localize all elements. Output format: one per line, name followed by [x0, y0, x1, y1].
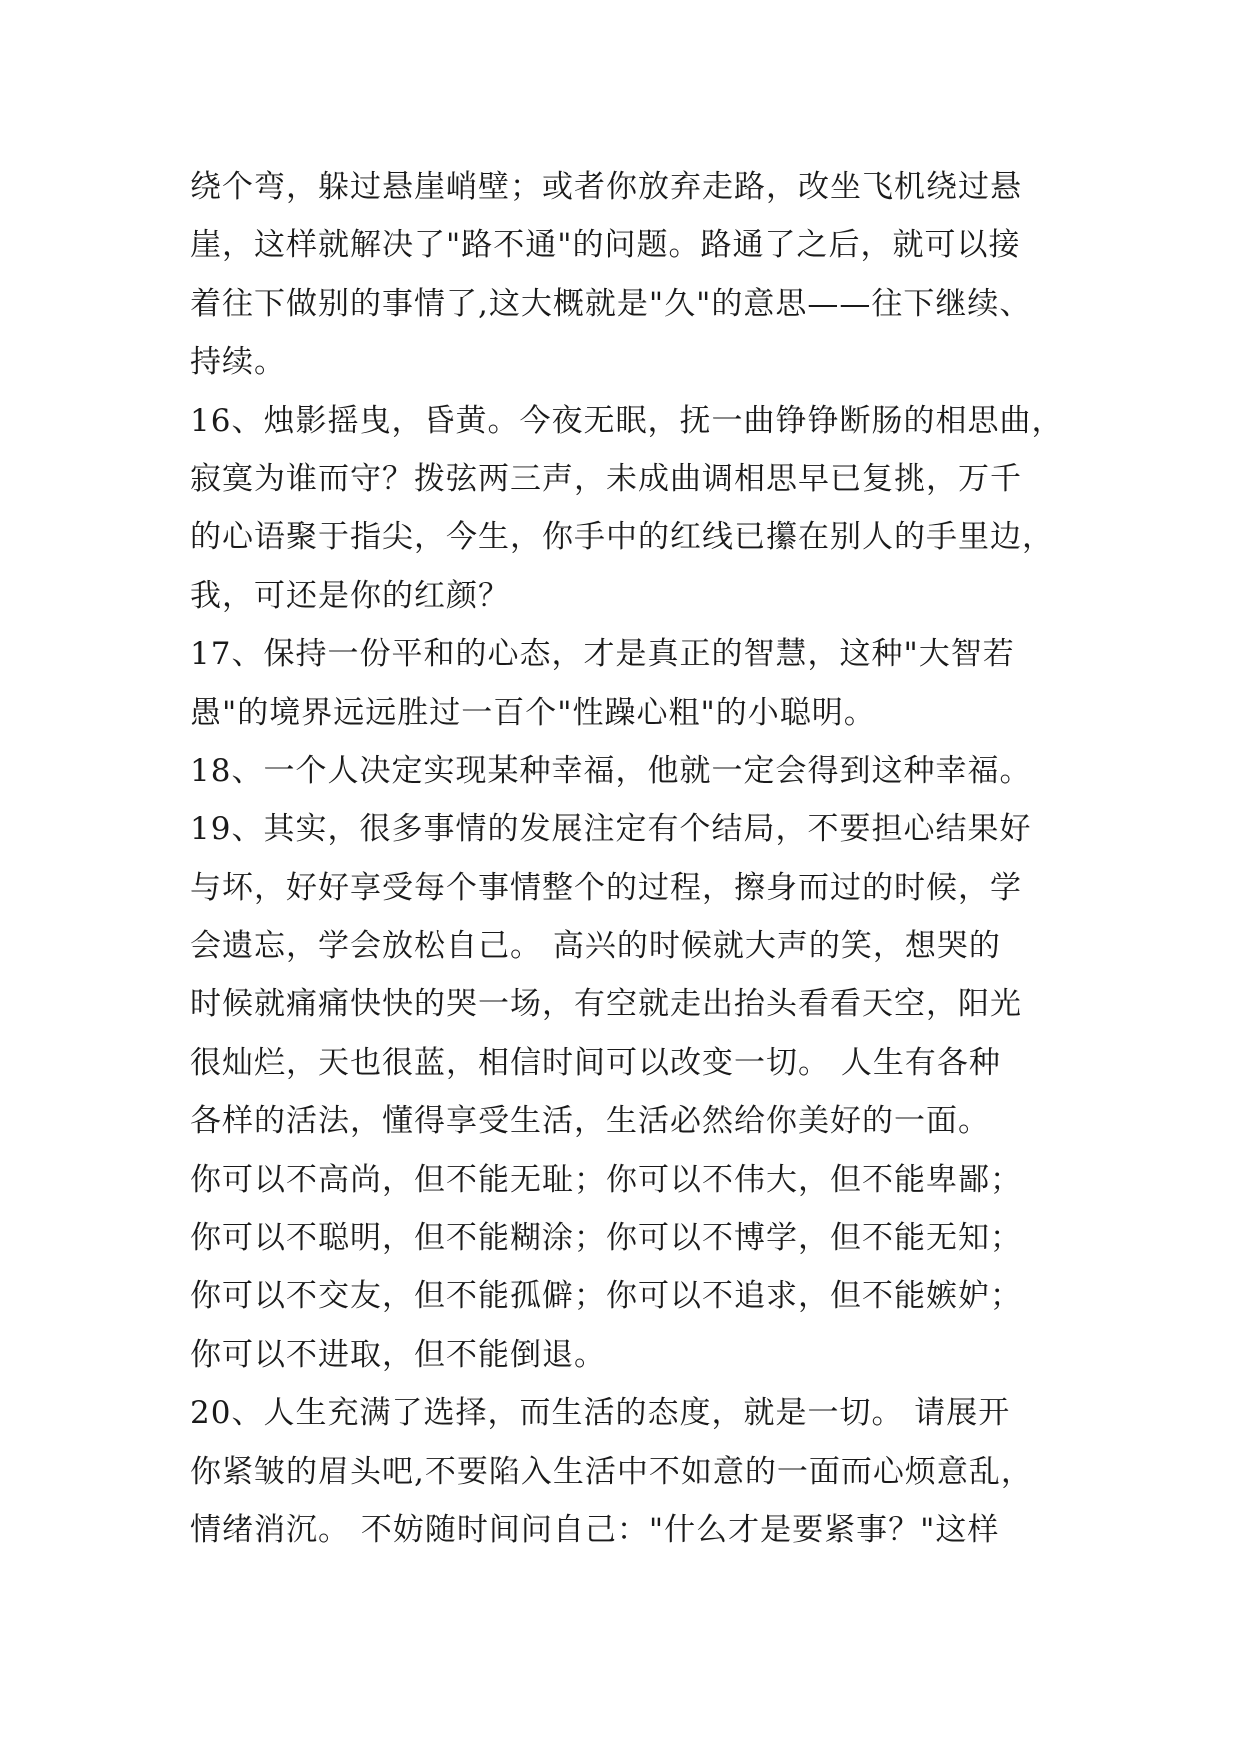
text-line: 我，可还是你的红颜？ — [190, 577, 510, 614]
text-line: 情绪消沉。 不妨随时间问自己："什么才是要紧事？"这样 — [190, 1511, 1000, 1548]
text-line: 与坏，好好享受每个事情整个的过程，擦身而过的时候，学 — [190, 869, 1022, 906]
text-line: 19、其实，很多事情的发展注定有个结局，不要担心结果好 — [190, 811, 1032, 848]
text-line: 很灿烂，天也很蓝，相信时间可以改变一切。 人生有各种 — [190, 1044, 1001, 1081]
text-line: 着往下做别的事情了,这大概就是"久"的意思——往下继续、 — [190, 285, 1032, 322]
text-line: 20、人生充满了选择，而生活的态度，就是一切。 请展开 — [190, 1395, 1011, 1432]
text-line: 时候就痛痛快快的哭一场，有空就走出抬头看看天空，阳光 — [190, 986, 1022, 1023]
text-line: 会遗忘，学会放松自己。 高兴的时候就大声的笑，想哭的 — [190, 928, 1001, 965]
text-line: 你可以不进取，但不能倒退。 — [190, 1336, 606, 1373]
body-text — [190, 158, 1070, 1559]
text-line: 你可以不交友，但不能孤僻；你可以不追求，但不能嫉妒； — [190, 1278, 1022, 1315]
text-line: 寂寞为谁而守？拨弦两三声，未成曲调相思早已复挑，万千 — [190, 460, 1022, 497]
text-line: 16、烛影摇曳，昏黄。今夜无眠，抚一曲铮铮断肠的相思曲， — [190, 402, 1064, 439]
text-line: 你可以不高尚，但不能无耻；你可以不伟大，但不能卑鄙； — [190, 1161, 1022, 1198]
text-line: 的心语聚于指尖，今生，你手中的红线已攥在别人的手里边， — [190, 519, 1054, 556]
text-line: 愚"的境界远远胜过一百个"性躁心粗"的小聪明。 — [190, 694, 876, 731]
text-line: 绕个弯，躲过悬崖峭壁；或者你放弃走路，改坐飞机绕过悬 — [190, 169, 1022, 205]
text-line: 18、一个人决定实现某种幸福，他就一定会得到这种幸福。 — [190, 752, 1032, 789]
text-line: 各样的活法，懂得享受生活，生活必然给你美好的一面。 — [190, 1103, 990, 1140]
text-line: 崖，这样就解决了"路不通"的问题。路通了之后，就可以接 — [190, 227, 1021, 264]
text-line: 你可以不聪明，但不能糊涂；你可以不博学，但不能无知； — [190, 1220, 1022, 1257]
text-line: 持续。 — [190, 344, 286, 381]
text-line: 17、保持一份平和的心态，才是真正的智慧，这种"大智若 — [190, 636, 1015, 673]
text-line: 你紧皱的眉头吧,不要陷入生活中不如意的一面而心烦意乱， — [190, 1453, 1033, 1490]
